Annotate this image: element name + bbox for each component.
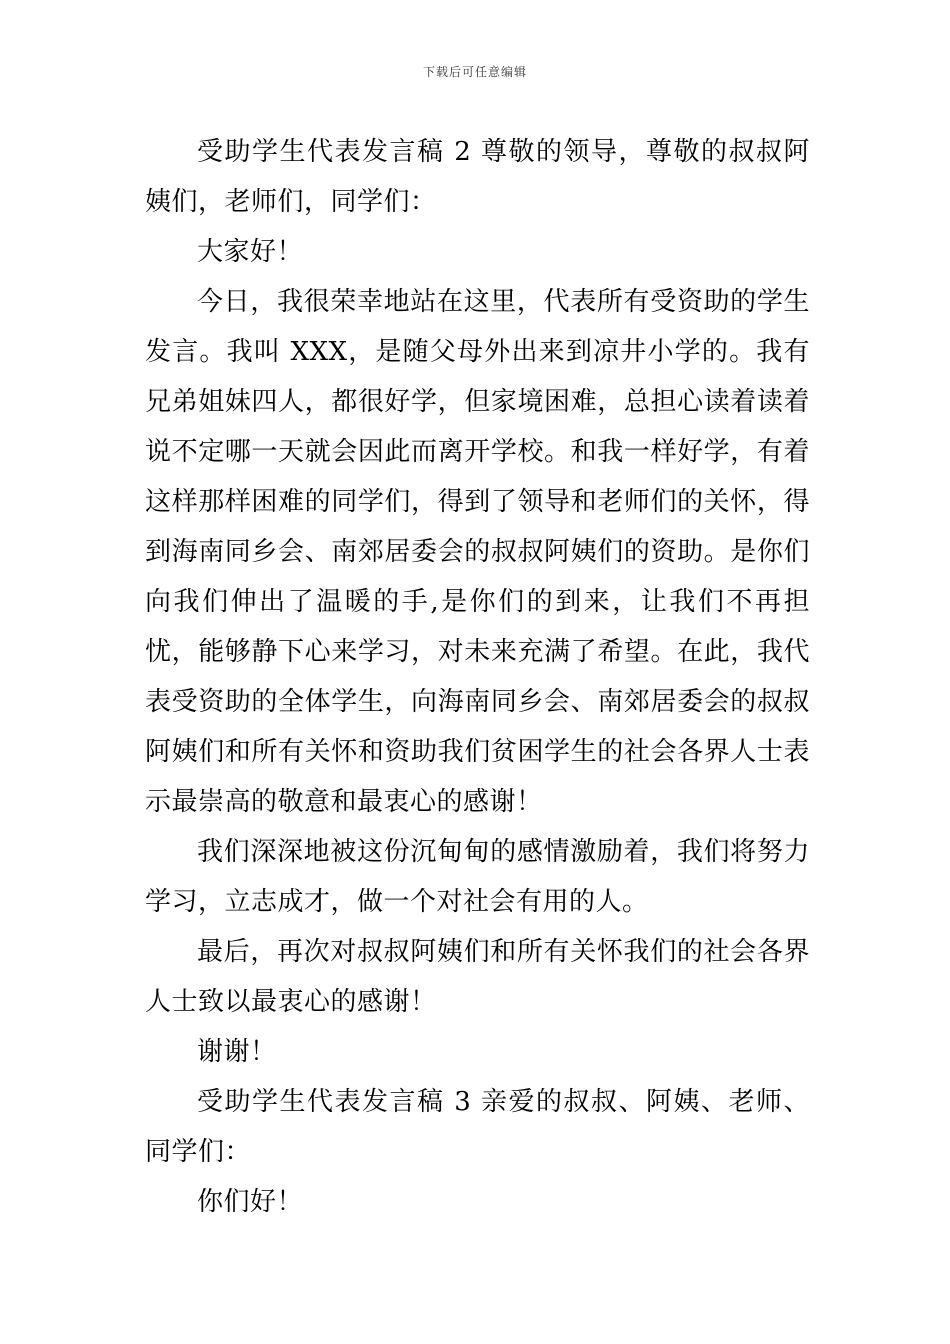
paragraph-thank-you: 谢谢！	[197, 1037, 277, 1067]
paragraph-speech3-salutation: 受助学生代表发言稿 3 亲爱的叔叔、阿姨、老师、同学们：	[145, 1087, 810, 1167]
paragraph-main-body: 今日，我很荣幸地站在这里，代表所有受资助的学生发言。我叫 XXX，是随父母外出来到凉井小学的。我有兄弟姐妹四人，都很好学，但家境困难，总担心读着读着说不定哪一天就会因此而离开学校。和我一样好学，有着这样那样困难的同学们，得到了领导和老师们的关怀，得到海南同乡会、南郊居委会的叔叔阿姨们的资助。是你们向我们伸出了温暖的手,是你们的到来，让我们不再担忧，能够静下心来学习，对未来充满了希望。在此，我代表受资助的全体学生，向海南同乡会、南郊居委会的叔叔阿姨们和所有关怀和资助我们贫困学生的社会各界人士表示最崇高的敬意和最衷心的感谢！	[145, 287, 810, 817]
paragraph-greeting-2: 你们好！	[197, 1187, 304, 1217]
document-body	[145, 127, 810, 1227]
paragraph-closing-thanks: 最后，再次对叔叔阿姨们和所有关怀我们的社会各界人士致以最衷心的感谢！	[145, 937, 810, 1017]
page-header-note: 下载后可任意编辑	[422, 65, 527, 79]
paragraph-greeting: 大家好！	[197, 237, 304, 267]
paragraph-speech2-salutation: 受助学生代表发言稿 2 尊敬的领导，尊敬的叔叔阿姨们，老师们，同学们：	[145, 137, 810, 217]
paragraph-commitment: 我们深深地被这份沉甸甸的感情激励着，我们将努力学习，立志成才，做一个对社会有用的人。	[145, 837, 810, 917]
